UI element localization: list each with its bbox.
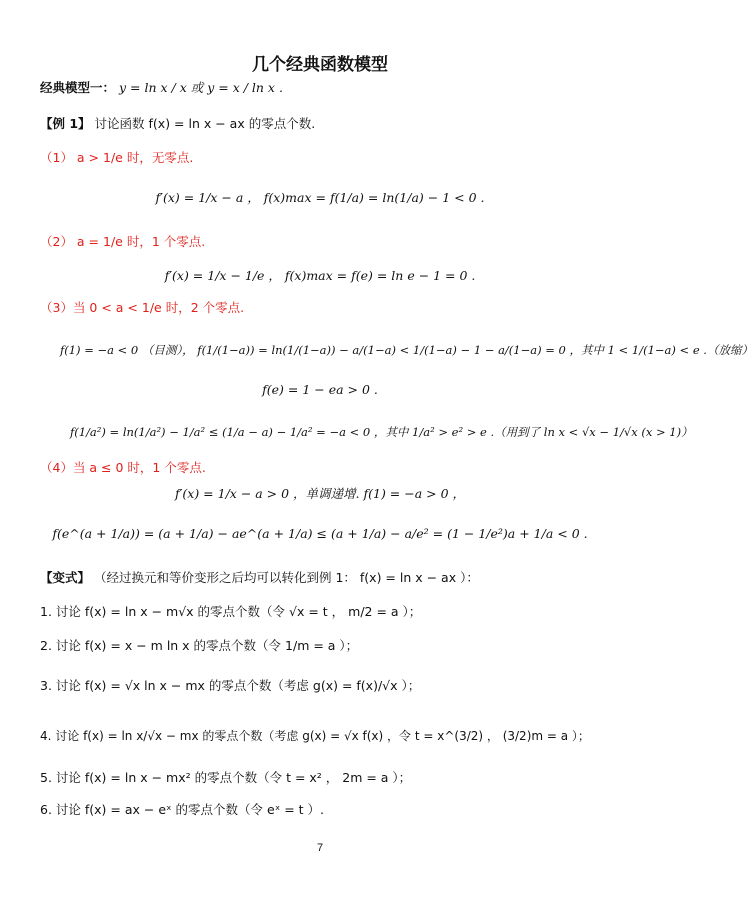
variant-item-5: 5. 讨论 f(x) = ln x − mx² 的零点个数（令 t = x² ， 2m = a ）；: [40, 770, 412, 785]
variant-item-3: 3. 讨论 f(x) = √x ln x − mx 的零点个数（考虑 g(x) = f(x)/√x ）；: [40, 678, 421, 693]
case-2-label: （2） a = 1/e 时，1 个零点.: [40, 234, 206, 249]
variant-text: （经过换元和等价变形之后均可以转化到例 1： f(x) = ln x − ax ）：: [94, 570, 479, 585]
variant-line: [40, 570, 479, 586]
case-3-label: （3）当 0 < a < 1/e 时，2 个零点.: [40, 300, 245, 315]
page-number: 7: [316, 842, 324, 854]
example-line: [40, 116, 315, 132]
model-label: 经典模型一：: [40, 80, 116, 95]
case-4-formula-a: f′(x) = 1/x − a > 0 ，单调递增. f(1) = −a > 0 ，: [174, 486, 466, 501]
case-1-label: （1） a > 1/e 时，无零点.: [40, 150, 194, 165]
case-3-formula-a: f(1) = −a < 0 （目测）， f(1/(1−a)) = ln(1/(1−a)) − a/(1−a) < 1/(1−a) − 1 − a/(1−a) = 0 ，其中 1 < 1/(1−a) < e .（放缩）: [60, 343, 753, 357]
case-4-formula-b: f(e^(a + 1/a)) = (a + 1/a) − ae^(a + 1/a) ≤ (a + 1/a) − a/e² = (1 − 1/e²)a + 1/a < 0 .: [52, 526, 588, 541]
variant-item-2: 2. 讨论 f(x) = x − m ln x 的零点个数（令 1/m = a ）；: [40, 638, 359, 653]
example-header: 【例 1】: [40, 116, 91, 131]
case-2-formula: f′(x) = 1/x − 1/e ， f(x)max = f(e) = ln e − 1 = 0 .: [164, 268, 476, 283]
page-title: 几个经典函数模型: [252, 55, 388, 75]
variant-item-4: 4. 讨论 f(x) = ln x/√x − mx 的零点个数（考虑 g(x) = √x f(x) ，令 t = x^(3/2) ， (3/2)m = a ）；: [40, 729, 590, 743]
case-4-label: （4）当 a ≤ 0 时，1 个零点.: [40, 460, 206, 475]
case-3-formula-c: f(1/a²) = ln(1/a²) − 1/a² ≤ (1/a − a) − 1/a² = −a < 0 ，其中 1/a² > e² > e .（用到了 ln x < √x − 1/√x (x > 1)）: [70, 425, 693, 439]
model-formula: y = ln x / x 或 y = x / ln x .: [119, 80, 283, 95]
variant-item-1: 1. 讨论 f(x) = ln x − m√x 的零点个数（令 √x = t ， m/2 = a ）；: [40, 604, 422, 619]
variant-header: 【变式】: [40, 570, 91, 585]
example-text: 讨论函数 f(x) = ln x − ax 的零点个数.: [94, 116, 316, 131]
case-1-formula: f′(x) = 1/x − a ， f(x)max = f(1/a) = ln(1/a) − 1 < 0 .: [155, 190, 485, 205]
case-3-formula-b: f(e) = 1 − ea > 0 .: [262, 382, 378, 397]
variant-item-6: 6. 讨论 f(x) = ax − eˣ 的零点个数（令 eˣ = t ）.: [40, 802, 325, 817]
model-line: [40, 80, 283, 96]
